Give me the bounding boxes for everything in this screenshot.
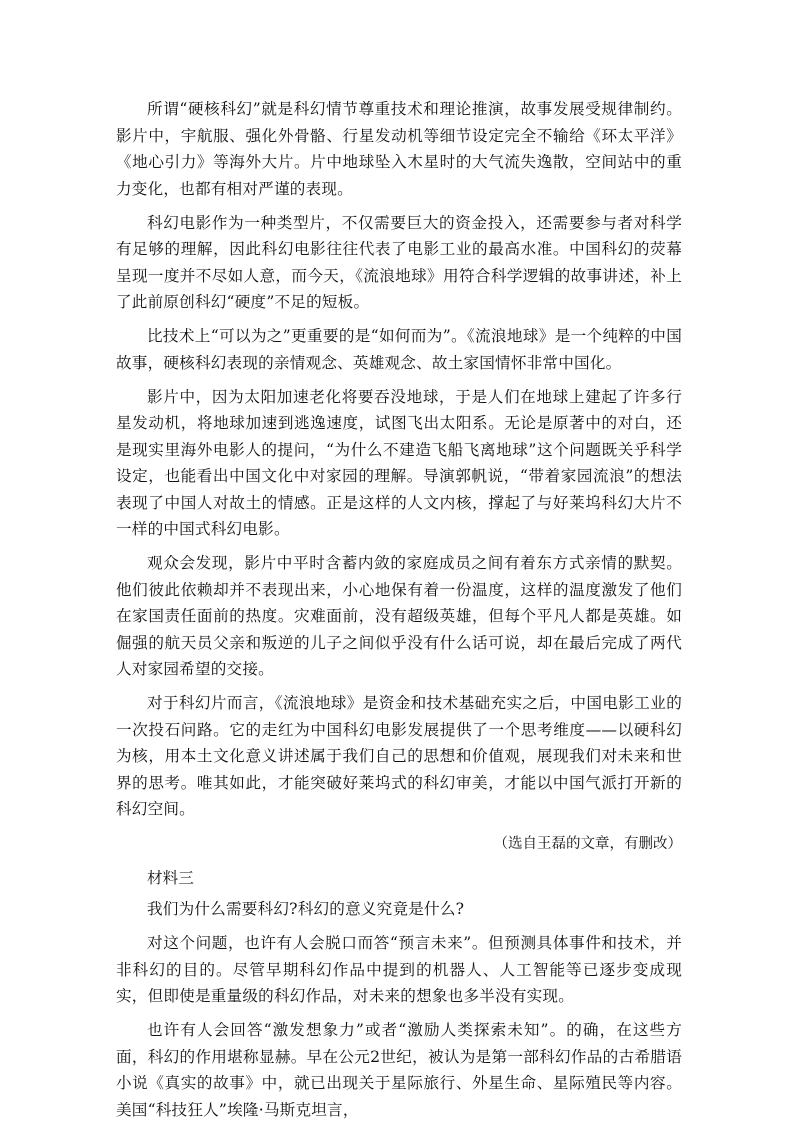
paragraph-how-to-do: 比技术上“可以为之”更重要的是“如何而为”。《流浪地球》是一个纯粹的中国故事，硬核科幻表现的亲情观念、英雄观念、故土家国情怀非常中国化。 (116, 327, 682, 372)
paragraph-family-bond: 观众会发现，影片中平时含蓄内敛的家庭成员之间有着东方式亲情的默契。他们彼此依赖却并不表现出来，小心地保有着一份温度，这样的温度激发了他们在家国责任面前的热度。灾难面前，没有超级英雄，但每个平凡人都是英雄。如倔强的航天员父亲和叛逆的儿子之间似乎没有什么话可说，却在最后完成了两代人对家园希望的交接。 (116, 554, 682, 678)
paragraph-predict-future: 对这个问题，也许有人会脱口而答“预言未来”。但预测具体事件和技术，并非科幻的目的。尽管早期科幻作品中提到的机器人、人工智能等已逐步变成现实，但即使是重量级的科幻作品，对未来的想象也多半没有实现。 (116, 934, 682, 1005)
paragraph-homeland: 影片中，因为太阳加速老化将要吞没地球，于是人们在地球上建起了许多行星发动机，将地球加速到逃逸速度，试图飞出太阳系。无论是原著中的对白，还是现实里海外电影人的提问，“为什么不建造飞船飞离地球”这个问题既关乎科学设定，也能看出中国文化中对家园的理解。导演郭帆说，“带着家园流浪”的想法表现了中国人对故土的情感。正是这样的人文内核，撑起了与好莱坞科幻大片不一样的中国式科幻电影。 (116, 387, 682, 538)
material-heading: 材料三 (147, 869, 194, 887)
source-note: （选自王磊的文章，有删改） (493, 836, 682, 852)
paragraph-film-industry: 科幻电影作为一种类型片，不仅需要巨大的资金投入，还需要参与者对科学有足够的理解，因此科幻电影往往代表了电影工业的最高水准。中国科幻的荧幕呈现一度并不尽如人意，而今天，《流浪地球》用符合科学逻辑的故事讲述，补上了此前原创科幻“硬度”不足的短板。 (116, 213, 682, 311)
document-page (116, 96, 682, 1131)
paragraph-imagination: 也许有人会回答“激发想象力”或者“激励人类探索未知”。的确，在这些方面，科幻的作用堪称显赫。早在公元2世纪，被认为是第一部科幻作品的古希腊语小说《真实的故事》中，就已出现关于星际旅行、外星生命、星际殖民等内容。美国“科技狂人”埃隆·马斯克坦言， (116, 1021, 682, 1119)
paragraph-hardcore-scifi: 所谓“硬核科幻”就是科幻情节尊重技术和理论推演，故事发展受规律制约。影片中，宇航服、强化外骨骼、行星发动机等细节设定完全不输给《环太平洋》《地心引力》等海外大片。片中地球坠入木星时的大气流失逸散，空间站中的重力变化，也都有相对严谨的表现。 (116, 100, 682, 198)
paragraph-question: 我们为什么需要科幻?科幻的意义究竟是什么? (147, 900, 465, 918)
paragraph-industry-test: 对于科幻片而言，《流浪地球》是资金和技术基础充实之后，中国电影工业的一次投石问路。它的走红为中国科幻电影发展提供了一个思考维度——以硬科幻为核，用本土文化意义讲述属于我们自己的思想和价值观，展现我们对未来和世界的思考。唯其如此，才能突破好莱坞式的科幻审美，才能以中国气派打开新的科幻空间。 (116, 694, 682, 818)
